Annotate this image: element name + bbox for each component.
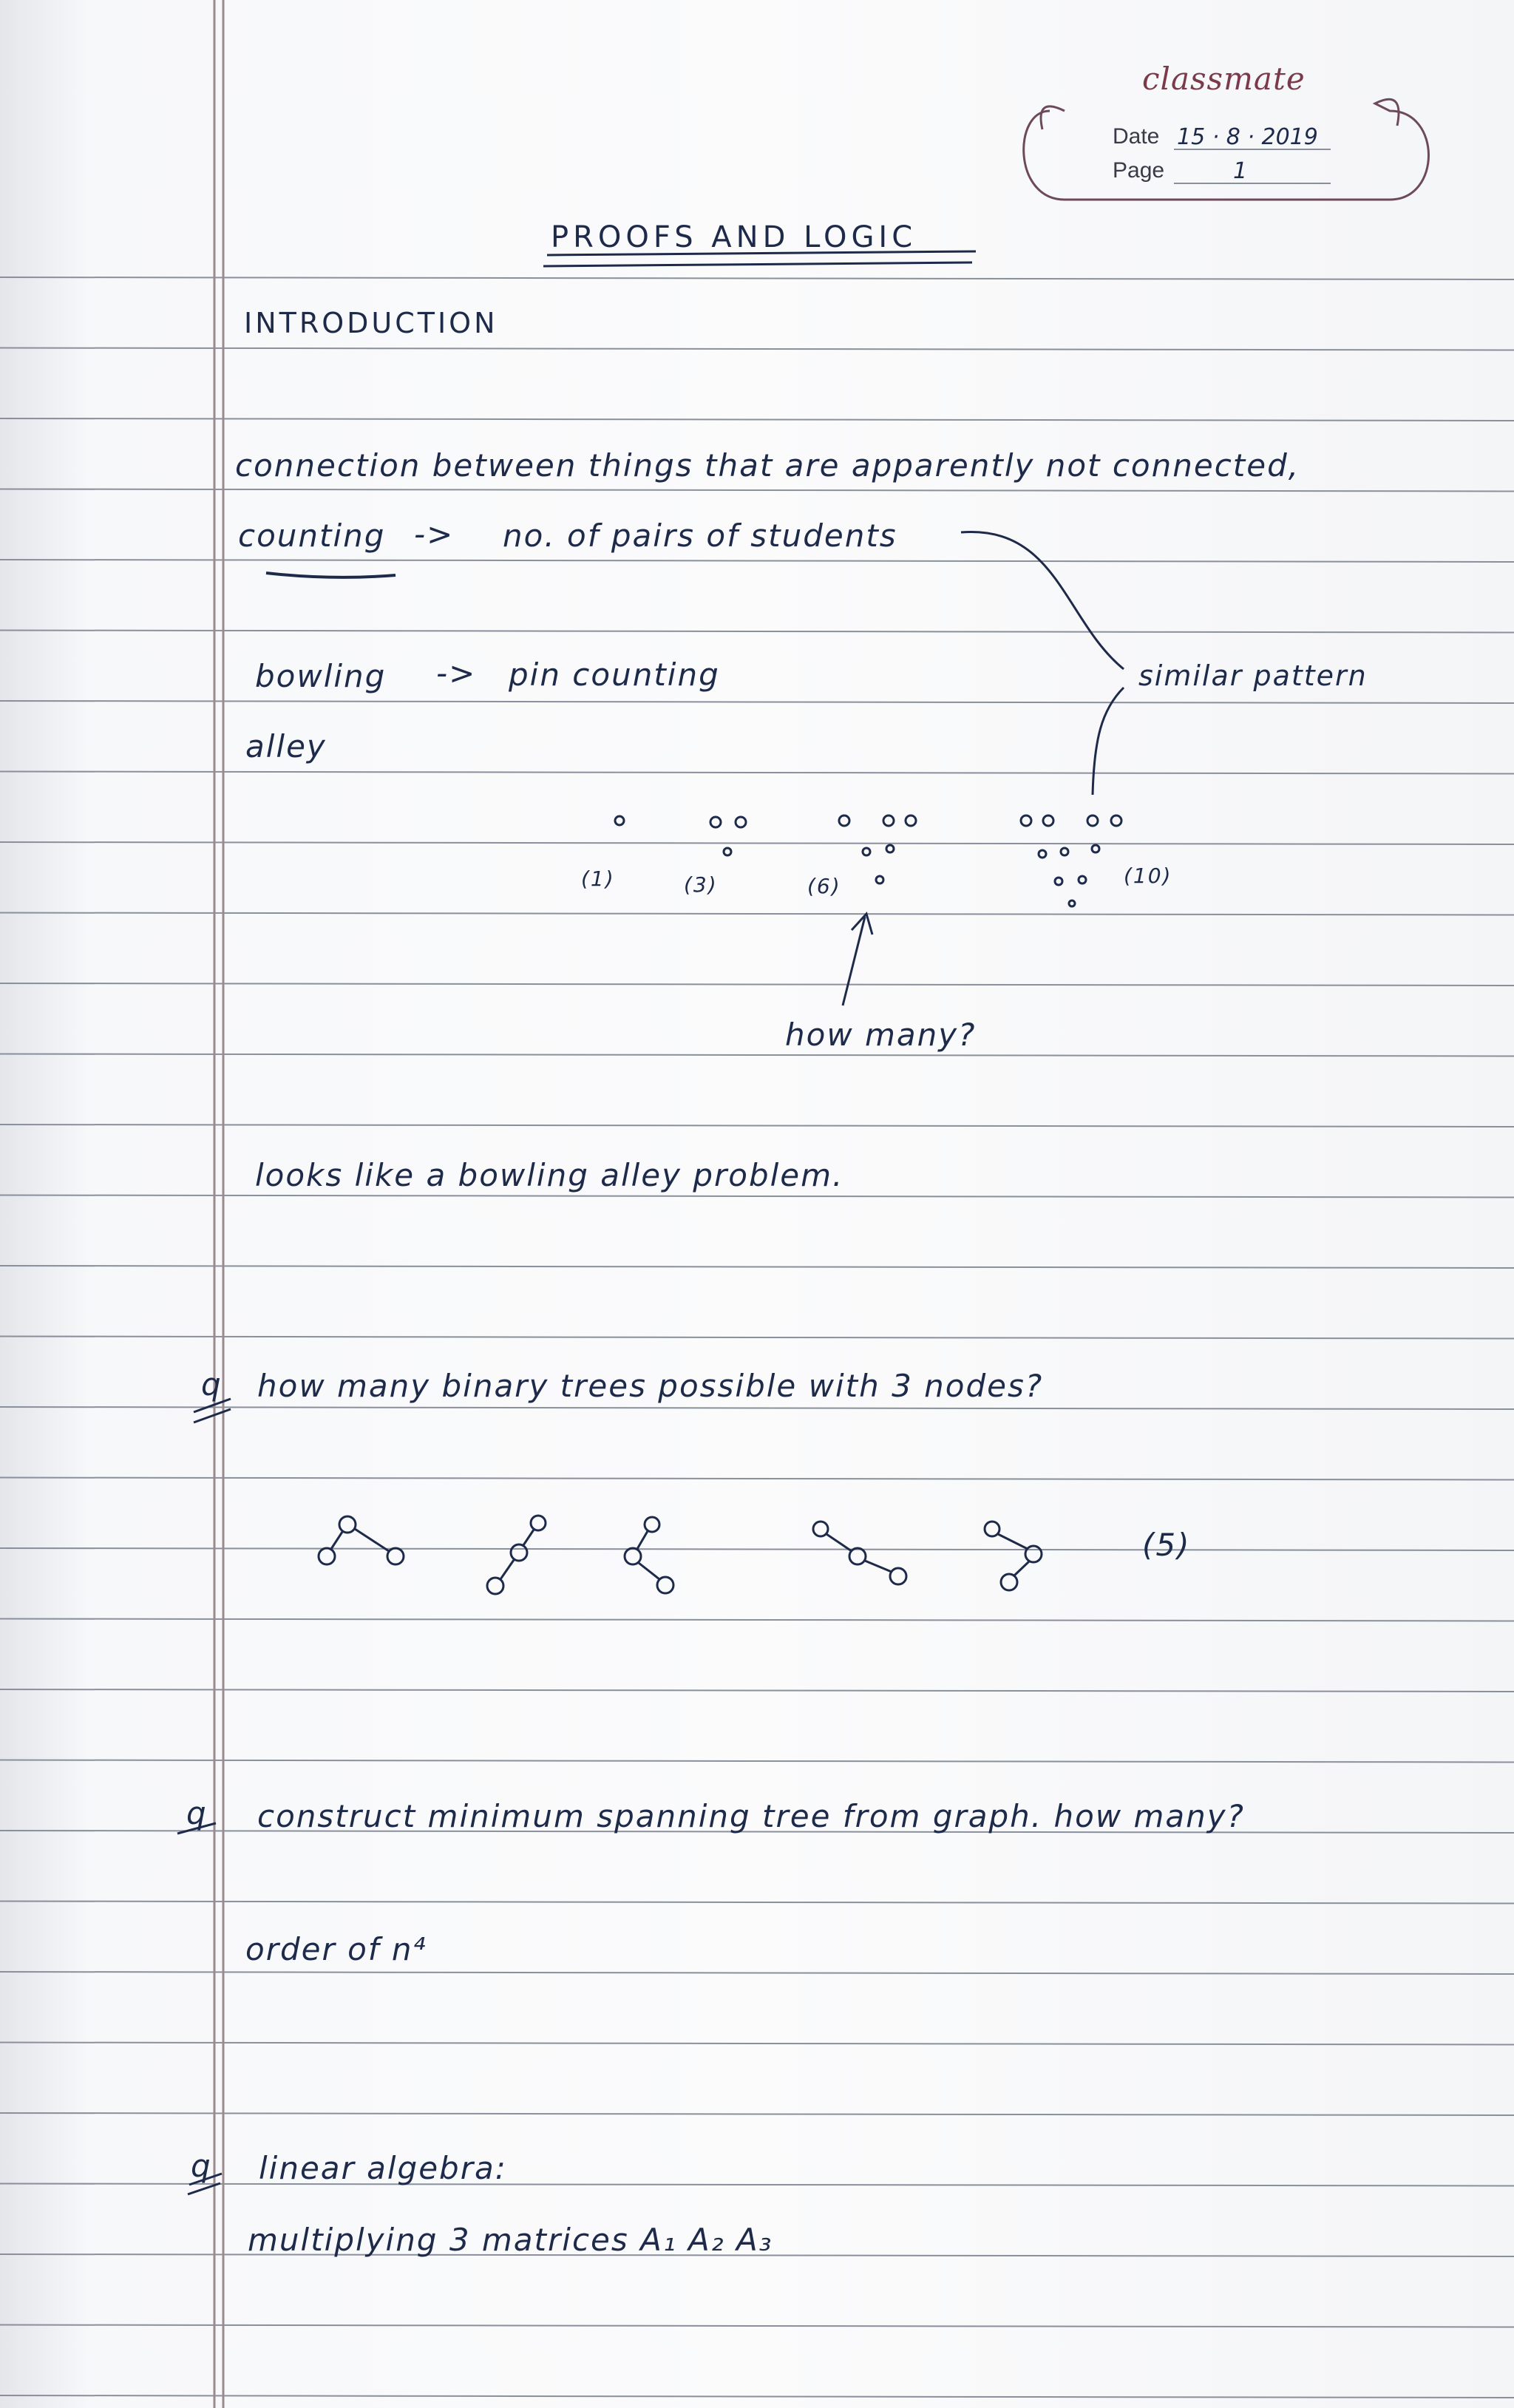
rule-line: [0, 1125, 1514, 1127]
pin-label-10: (10): [1124, 864, 1172, 888]
looks-like-line: looks like a bowling alley problem.: [255, 1157, 844, 1193]
rule-line: [0, 772, 1514, 774]
bracket-top: [961, 532, 1124, 669]
rule-line: [0, 418, 1514, 421]
bowling-detail: pin counting: [509, 657, 720, 693]
title-underline-2: [543, 262, 972, 266]
rule-line: [0, 1689, 1514, 1692]
alley-word: alley: [245, 728, 327, 764]
pin-1: [615, 816, 624, 825]
question-1: how many binary trees possible with 3 nodes?: [257, 1368, 1044, 1404]
bowling-word: bowling: [255, 658, 387, 694]
rule-line: [0, 983, 1514, 986]
rule-line: [0, 1902, 1514, 1904]
pin-label-3: (3): [684, 872, 718, 897]
page-title: PROOFS AND LOGIC: [551, 220, 917, 254]
pin-label-6: (6): [807, 874, 841, 898]
tree-2: [487, 1516, 546, 1594]
rule-line: [0, 2043, 1514, 2045]
question-3: linear algebra:: [259, 2150, 507, 2186]
rule-line: [0, 2395, 1514, 2398]
rule-line: [0, 1407, 1514, 1409]
tree-5: [985, 1522, 1042, 1590]
date-label: Date: [1113, 124, 1160, 149]
rule-line: [0, 1478, 1514, 1480]
rule-line: [0, 842, 1514, 844]
counting-detail: no. of pairs of students: [503, 518, 897, 554]
trees-count: (5): [1142, 1527, 1191, 1563]
question-marker-3: q: [191, 2148, 212, 2184]
brand-logo: classmate: [1142, 61, 1306, 97]
rule-line: [0, 1548, 1514, 1550]
rule-line: [0, 1195, 1514, 1198]
rule-line: [0, 2184, 1514, 2186]
rule-line: [0, 1337, 1514, 1339]
rule-line: [0, 277, 1514, 279]
rule-line: [0, 560, 1514, 562]
rule-line: [0, 1054, 1514, 1057]
connection-line: connection between things that are apparently not connected,: [235, 447, 1300, 484]
rule-line: [0, 913, 1514, 915]
page-label: Page: [1113, 158, 1165, 183]
rule-line: [0, 1619, 1514, 1621]
rule-line: [0, 1760, 1514, 1763]
how-many-label: how many?: [785, 1017, 977, 1053]
counting-arrow: ->: [414, 516, 455, 552]
binary-trees: [319, 1516, 1042, 1594]
order-line: order of n⁴: [245, 1931, 427, 1967]
arrow-shaft: [843, 917, 865, 1005]
pin-label-1: (1): [581, 866, 615, 891]
rule-line: [0, 2113, 1514, 2115]
bracket-bottom: [1093, 688, 1124, 795]
multiplying-line: multiplying 3 matrices A₁ A₂ A₃: [248, 2222, 773, 2258]
tree-1: [319, 1516, 404, 1564]
rule-line: [0, 1972, 1514, 1974]
rule-line: [0, 1266, 1514, 1268]
tree-4: [813, 1522, 906, 1584]
bowling-arrow: ->: [436, 655, 477, 691]
similar-pattern-label: similar pattern: [1138, 659, 1368, 692]
rule-line: [0, 489, 1514, 492]
counting-underline: [266, 573, 396, 577]
counting-word: counting: [238, 518, 386, 554]
page-number: 1: [1233, 158, 1248, 184]
rule-line: [0, 348, 1514, 350]
question-marker-2: q: [186, 1795, 208, 1831]
tree-3: [625, 1517, 673, 1593]
rule-line: [0, 2325, 1514, 2327]
rule-line: [0, 701, 1514, 703]
rule-line: [0, 631, 1514, 633]
question-marker-1: q: [201, 1366, 223, 1403]
date-value: 15 · 8 · 2019: [1177, 124, 1318, 150]
question-2: construct minimum spanning tree from graph. how many?: [257, 1798, 1245, 1834]
section-heading: INTRODUCTION: [244, 307, 498, 339]
